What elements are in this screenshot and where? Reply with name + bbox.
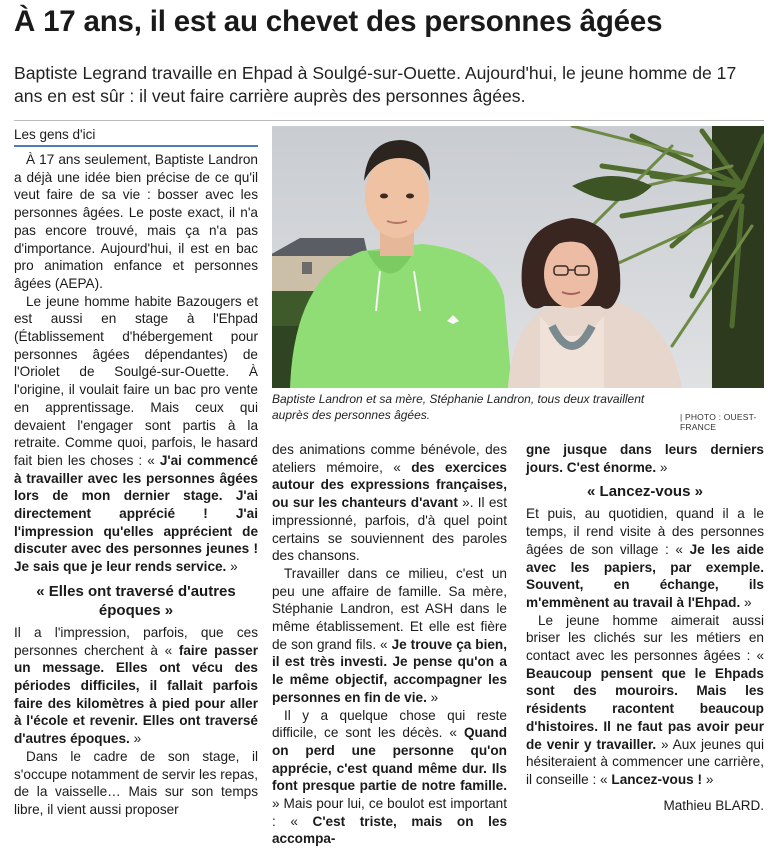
- quote: faire passer un message. Elles ont vécu des périodes difficiles, il fallait parfois faire des kilomètres à pied pour aller à l'école et revenir. Elles ont traversé d'autres époques.: [14, 642, 258, 747]
- col2-paragraph-1: des animations comme bénévole, des ateliers mémoire, « des exercices autour des expressions françaises, ou sur les chanteurs d'avant ». Il est impressionné, parfois, d'à quel point certains se souviennent des paroles des chansons.: [272, 442, 507, 564]
- quote: Quand on perd une personne qu'on apprécie, c'est quand même dur. Ils font presque partie de notre famille.: [272, 725, 507, 794]
- photo-illustration: [272, 126, 764, 388]
- quote: gne jusque dans leurs derniers jours. C'est énorme.: [526, 442, 764, 475]
- section-label: Les gens d'ici: [14, 126, 258, 147]
- col3-paragraph-3: Le jeune homme aimerait aussi briser les clichés sur les métiers en contact avec les personnes âgées : « Beaucoup pensent que le Ehpads sont des mouroirs. Mais les résidents racontent beaucoup d'histoires. Il ne faut pas avoir peur de venir y travailler. » Aux jeunes qui hésiteraient à commencer une carrière, il conseille : « Lancez-vous ! »: [526, 612, 764, 787]
- quote: C'est triste, mais on les accompa-: [272, 813, 508, 847]
- col3-paragraph-1: gne jusque dans leurs derniers jours. C'est énorme. »: [526, 442, 764, 475]
- quote: Lancez-vous !: [611, 771, 703, 787]
- headline: À 17 ans, il est au chevet des personnes âgées: [14, 5, 663, 38]
- subheading-epoques: « Elles ont traversé d'autres époques »: [36, 582, 236, 619]
- quote: Je les aide avec les papiers, par exemple. Souvent, en échange, ils m'emmènent au travail à l'Ehpad.: [526, 541, 764, 610]
- header-divider: [14, 120, 764, 121]
- col2-paragraph-2: Travailler dans ce milieu, c'est un peu une affaire de famille. Sa mère, Stéphanie Landron, est ASH dans le même établissement. Et elle est fière de son grand fils. « Je trouve ça bien, il est très investi. Je pense qu'on a le même objectif, accompagner les personnes en fin de vie. »: [272, 565, 507, 705]
- quote: Je trouve ça bien, il est très investi. Je pense qu'on a le même objectif, accompagner les personnes en fin de vie.: [272, 636, 507, 705]
- column-1: [14, 151, 258, 819]
- col1-paragraph-2: Le jeune homme habite Bazougers et est aussi en stage à l'Ehpad (Établissement d'hébergement pour personnes âgées dépendantes) de l'Oriolet de Soulgé-sur-Ouette. À l'origine, il voulait faire un bac pro vente en apprentissage. Mais ceux qui devaient l'engager sont partis à la retraite. Comme quoi, parfois, le hasard fait bien les choses : « J'ai commencé à travailler avec les personnes âgées lors de mon dernier stage. J'ai directement apprécié ! J'ai l'impression qu'elles apprécient de discuter avec des personnes jeunes ! Je sais que je leur rends service. »: [14, 293, 258, 575]
- col1-paragraph-1: À 17 ans seulement, Baptiste Landron a déjà une idée bien précise de ce qu'il veut faire de sa vie : bosser avec les personnes âgées. Le poste exact, il n'a pas encore trouvé, mais ça n'a pas d'importance. Aujourd'hui, il est en bac pro animation enfance et personnes âgées (AEPA).: [14, 152, 258, 291]
- lead-paragraph: Baptiste Legrand travaille en Ehpad à Soulgé-sur-Ouette. Aujourd'hui, le jeune homme de 17 ans en est sûr : il veut faire carrière auprès des personnes âgées.: [14, 63, 737, 106]
- col3-paragraph-2: Et puis, au quotidien, quand il a le temps, il rend visite à des personnes âgées de son village : « Je les aide avec les papiers, par exemple. Souvent, en échange, ils m'emmènent au travail à l'Ehpad. »: [526, 506, 764, 610]
- subheading-lancez-vous: « Lancez-vous »: [587, 483, 703, 501]
- photo-credit: | PHOTO : OUEST-FRANCE: [680, 412, 757, 432]
- byline: Mathieu BLARD.: [663, 798, 764, 813]
- quote: J'ai commencé à travailler avec les personnes âgées lors de mon dernier stage. J'ai directement apprécié ! J'ai l'impression qu'elles apprécient de discuter avec des personnes jeunes ! Je sais que je leur rends service.: [14, 452, 258, 575]
- col2-paragraph-3: Il y a quelque chose qui reste difficile, ce sont les décès. « Quand on perd une personne qu'on apprécie, c'est quand même dur. Ils font presque partie de notre famille. » Mais pour lui, ce boulot est important : « C'est triste, mais on les accompa-: [272, 707, 508, 847]
- col1-paragraph-3: Il a l'impression, parfois, que ces personnes cherchent à « faire passer un message. Elles ont vécu des périodes difficiles, il fallait parfois faire des kilomètres à pied pour aller à l'école et revenir. Elles ont traversé d'autres époques. »: [14, 624, 258, 747]
- col1-paragraph-4: Dans le cadre de son stage, il s'occupe notamment de servir les repas, de la vaisselle… Mais sur son temps libre, il vient aussi proposer: [14, 748, 258, 817]
- column-2: [272, 441, 507, 848]
- quote: des exercices autour des expressions françaises, ou sur les chanteurs d'avant: [272, 459, 507, 511]
- column-3: [526, 441, 764, 789]
- photo-caption: Baptiste Landron et sa mère, Stéphanie Landron, tous deux travaillent auprès des personnes âgées.: [272, 392, 645, 422]
- article-photo: [272, 126, 764, 388]
- quote: Beaucoup pensent que le Ehpads sont des mouroirs. Mais les résidents racontent beaucoup d'histoires. Il ne faut pas avoir peur de venir y travailler.: [526, 665, 764, 752]
